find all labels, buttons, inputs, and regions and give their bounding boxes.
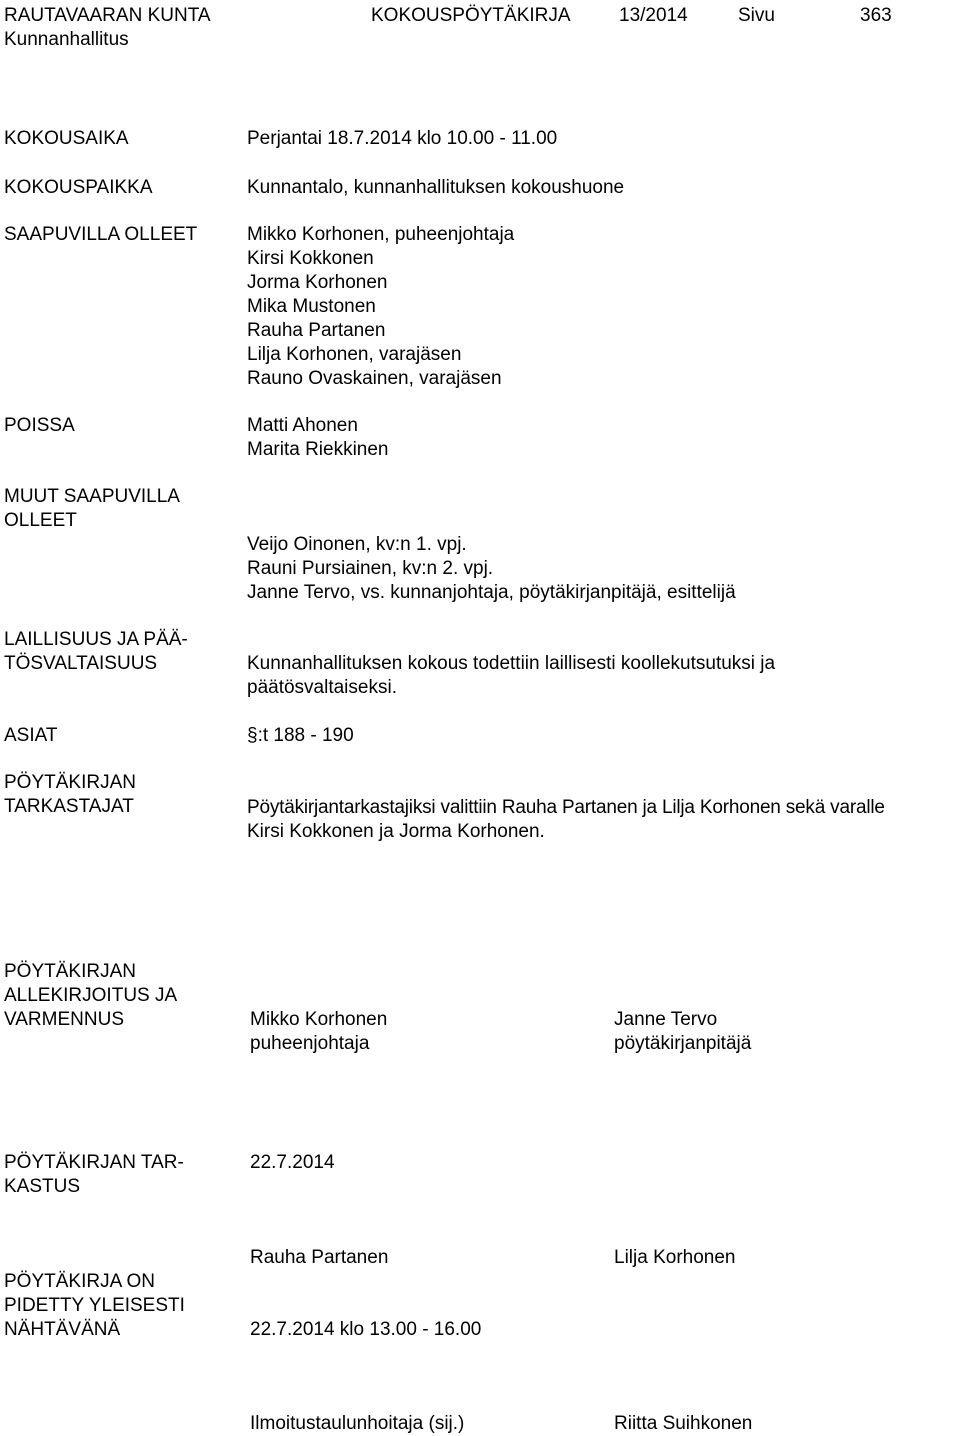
meeting-time-label: KOKOUSAIKA (4, 128, 129, 149)
header-document-number: 13/2014 (619, 5, 688, 26)
present-member: Mikko Korhonen, puheenjohtaja (247, 224, 515, 245)
legality-label-line: TÖSVALTAISUUS (4, 653, 158, 674)
reviewer-name: Lilja Korhonen (614, 1247, 736, 1268)
reviewer-name: Rauha Partanen (250, 1247, 389, 1268)
reviewers-text-line: Pöytäkirjantarkastajiksi valittiin Rauha Partanen ja Lilja Korhonen sekä varalle (247, 797, 885, 818)
meeting-place-label: KOKOUSPAIKKA (4, 177, 153, 198)
signing-label-line: VARMENNUS (4, 1009, 124, 1030)
others-label-line: OLLEET (4, 510, 77, 531)
other-attendee: Veijo Oinonen, kv:n 1. vpj. (247, 534, 467, 555)
other-attendee: Rauni Pursiainen, kv:n 2. vpj. (247, 558, 494, 579)
others-list (247, 533, 736, 605)
absent-list (247, 414, 389, 462)
signer-secretary-name: Janne Tervo (614, 1009, 718, 1030)
legality-label-line: LAILLISUUS JA PÄÄ- (4, 629, 188, 650)
present-member: Mika Mustonen (247, 296, 376, 317)
legality-text-line: Kunnanhallituksen kokous todettiin laillisesti koollekutsutuksi ja (247, 653, 776, 674)
present-label: SAAPUVILLA OLLEET (4, 224, 198, 245)
legality-label (4, 628, 188, 676)
display-label-line: PIDETTY YLEISESTI (4, 1295, 185, 1316)
signing-label-line: PÖYTÄKIRJAN (4, 961, 136, 982)
signing-label-line: ALLEKIRJOITUS JA (4, 985, 178, 1006)
meeting-place-value: Kunnantalo, kunnanhallituksen kokoushuone (247, 177, 625, 198)
signing-label (4, 960, 177, 1032)
absent-member: Matti Ahonen (247, 415, 358, 436)
display-label (4, 1270, 185, 1342)
display-value: 22.7.2014 klo 13.00 - 16.00 (250, 1319, 482, 1340)
present-member: Rauno Ovaskainen, varajäsen (247, 368, 502, 389)
signer-chair-name: Mikko Korhonen (250, 1009, 388, 1030)
header-body: Kunnanhallitus (4, 29, 129, 50)
items-label: ASIAT (4, 725, 58, 746)
present-member: Lilja Korhonen, varajäsen (247, 344, 462, 365)
absent-member: Marita Riekkinen (247, 439, 389, 460)
header-document-type: KOKOUSPÖYTÄKIRJA (371, 5, 571, 26)
review-date: 22.7.2014 (250, 1152, 335, 1173)
reviewers-label-line: TARKASTAJAT (4, 796, 134, 817)
display-label-line: PÖYTÄKIRJA ON (4, 1271, 155, 1292)
present-member: Jorma Korhonen (247, 272, 388, 293)
review-label (4, 1151, 184, 1199)
signer-secretary (614, 1008, 751, 1056)
reviewers-label (4, 771, 136, 819)
review-label-line: PÖYTÄKIRJAN TAR- (4, 1152, 184, 1173)
present-list (247, 223, 514, 391)
items-value: §:t 188 - 190 (247, 725, 354, 746)
absent-label: POISSA (4, 415, 75, 436)
header-municipality: RAUTAVAARAN KUNTA (4, 5, 211, 26)
present-member: Rauha Partanen (247, 320, 386, 341)
legality-text (247, 652, 775, 700)
signer-chair-role: puheenjohtaja (250, 1033, 370, 1054)
display-label-line: NÄHTÄVÄNÄ (4, 1319, 121, 1340)
board-keeper-name: Riitta Suihkonen (614, 1413, 753, 1434)
meeting-time-value: Perjantai 18.7.2014 klo 10.00 - 11.00 (247, 128, 558, 149)
reviewers-text-line: Kirsi Kokkonen ja Jorma Korhonen. (247, 821, 545, 842)
others-label (4, 485, 180, 533)
board-keeper-title: Ilmoitustaulunhoitaja (sij.) (250, 1413, 465, 1434)
signer-secretary-role: pöytäkirjanpitäjä (614, 1033, 752, 1054)
header-page-label: Sivu (738, 5, 775, 26)
reviewers-label-line: PÖYTÄKIRJAN (4, 772, 136, 793)
present-member: Kirsi Kokkonen (247, 248, 374, 269)
reviewers-text (247, 796, 885, 844)
review-label-line: KASTUS (4, 1176, 81, 1197)
legality-text-line: päätösvaltaiseksi. (247, 677, 397, 698)
header-page-number: 363 (860, 5, 892, 26)
others-label-line: MUUT SAAPUVILLA (4, 486, 180, 507)
signer-chair (250, 1008, 387, 1056)
other-attendee: Janne Tervo, vs. kunnanjohtaja, pöytäkirjanpitäjä, esittelijä (247, 582, 736, 603)
